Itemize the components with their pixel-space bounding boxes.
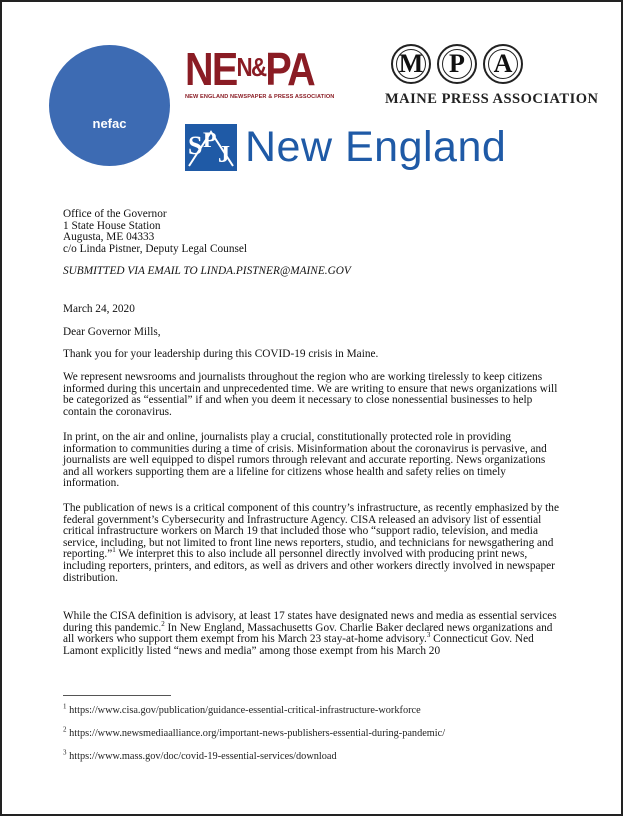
submitted-note: SUBMITTED VIA EMAIL TO LINDA.PISTNER@MAINE.GOV	[63, 265, 351, 277]
body-paragraph: We represent newsrooms and journalists throughout the region who are working tirelessly to keep citizens informed during this uncertain and unprecedented time. We are writing to ensure that news organizations will be categorized as “essential” if and when you deem it necessary to close nonessential businesses to help contain the coronavirus.	[63, 371, 558, 418]
footnote-ref[interactable]: 2	[161, 619, 165, 628]
mpa-circle-p: P	[437, 44, 477, 84]
footnote: $^2$ https://www.newsmediaalliance.org/important-news-publishers-essential-during-pandemic/	[63, 725, 446, 739]
address-line: 1 State House Station	[63, 219, 161, 232]
body-paragraph: Thank you for your leadership during this COVID-19 crisis in Maine.	[63, 348, 379, 360]
address-line: Office of the Governor	[63, 208, 167, 220]
address-line: Augusta, ME 04333	[63, 231, 155, 244]
recipient-address	[63, 209, 563, 255]
body-paragraph: The publication of news is a critical component of this country’s infrastructure, as recently emphasized by the federal government’s Cybersecurity and Infrastructure Agency. CISA released an advisory list of essential critical infrastructure workers on March 19 that included those who “support radio, television, and media service, including, but not limited to front line news reporters, studio, and technicians for newsgathering and reporting.”$^1$ We interpret this to also include all personnel directly involved with producing print news, including reporters, printers, and editors, as well as drivers and other workers directly involved in newspaper distribution.	[63, 502, 559, 584]
footnote-ref[interactable]: 3	[426, 631, 431, 640]
mpa-seal	[391, 44, 563, 84]
mpa-circle-m: M	[391, 44, 431, 84]
letter-date: March 24, 2020	[63, 303, 135, 315]
mpa-circle-a: A	[483, 44, 523, 84]
footnote: $^3$ https://www.mass.gov/doc/covid-19-essential-services/download	[63, 748, 337, 762]
footnote: $^1$ https://www.cisa.gov/publication/guidance-essential-critical-infrastructure-workforce	[63, 702, 421, 716]
spj-new-england-text: New England	[245, 122, 507, 171]
svg-text:J: J	[218, 141, 230, 168]
svg-text:P: P	[203, 126, 217, 152]
nenpa-logo	[185, 43, 345, 108]
footnote-divider	[63, 695, 171, 696]
mpa-logo	[385, 44, 599, 108]
spj-mark-icon	[185, 124, 237, 171]
body-paragraph: In print, on the air and online, journalists play a crucial, constitutionally protected role in providing information to communities during a time of crisis. Misinformation about the coronavirus is pervasive, and journalists are well equipped to dispel rumors through relevant and accurate reporting. News organizations and all workers supporting them are a lifeline for citizens whose health and safety relies on timely information.	[63, 431, 547, 490]
mpa-name: MAINE PRESS ASSOCIATION	[385, 91, 599, 107]
footnote-link[interactable]: https://www.newsmediaalliance.org/important-news-publishers-essential-during-pandemic/	[66, 728, 446, 739]
body-paragraph: While the CISA definition is advisory, at least 17 states have designated news and media as essential services during this pandemic.$^2$ In New England, Massachusetts Gov. Charlie Baker declared news organizations and all workers who support them exempt from his March 23 stay-at-home advisory.$^3$ Connecticut Gov. Ned Lamont explicitly listed “news and media” among those exempt from his March 20	[63, 610, 557, 657]
svg-text:S: S	[188, 130, 203, 160]
address-line: c/o Linda Pistner, Deputy Legal Counsel	[63, 242, 248, 255]
nenpa-subtitle: NEW ENGLAND NEWSPAPER & PRESS ASSOCIATION	[185, 94, 335, 100]
footnote-link[interactable]: https://www.mass.gov/doc/covid-19-essential-services/download	[66, 751, 337, 762]
nenpa-wordmark: $NE^{N\&}PA$	[185, 43, 314, 95]
footnote-ref[interactable]: 1	[112, 546, 116, 555]
footnote-link[interactable]: https://www.cisa.gov/publication/guidance-essential-critical-infrastructure-workforce	[66, 705, 421, 716]
nefac-logo	[49, 45, 170, 166]
spj-new-england-logo	[185, 122, 525, 172]
salutation: Dear Governor Mills,	[63, 326, 161, 338]
nefac-logo-text: nefac	[92, 116, 127, 131]
